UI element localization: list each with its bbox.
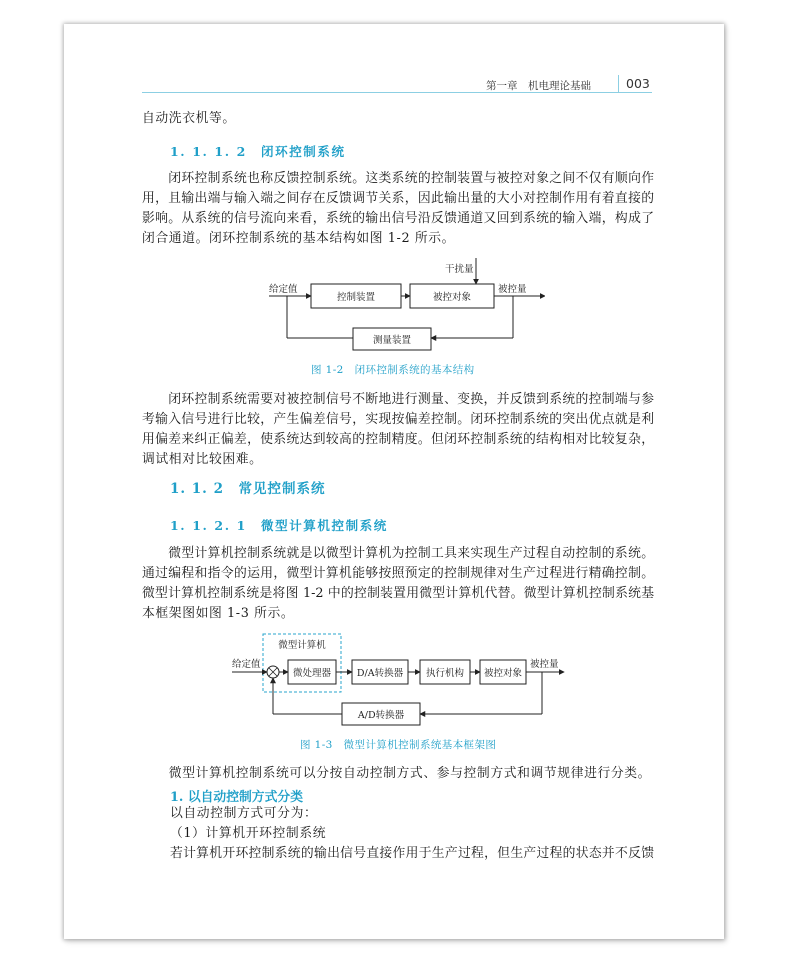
- paragraph-line: 用偏差来纠正偏差，使系统达到较高的控制精度。但闭环控制系统的结构相对比较复杂，: [142, 432, 654, 447]
- subsection-heading: 1. 以自动控制方式分类: [170, 790, 303, 805]
- paragraph-line: 调试相对比较困难。: [142, 452, 263, 467]
- fig3-input-label: 给定值: [232, 659, 261, 670]
- header-separator: [618, 75, 619, 92]
- paragraph-line: 闭环控制系统需要对被控制信号不断地进行测量、变换，并反馈到系统的控制端与参: [142, 392, 654, 407]
- paragraph-line: 微型计算机控制系统可以分按自动控制方式、参与控制方式和调节规律进行分类。: [142, 766, 652, 781]
- fig2-plant-label: 被控对象: [432, 292, 472, 303]
- paragraph-line: 本框架图如图 1-3 所示。: [142, 606, 295, 621]
- fig3-cpu-label: 微处理器: [292, 668, 332, 679]
- fig2-disturbance-label: 干扰量: [445, 264, 474, 275]
- figure-1-2-caption: 图 1-2 闭环控制系统的基本结构: [311, 364, 475, 376]
- paragraph-line: （1）计算机开环控制系统: [170, 826, 327, 841]
- fig2-sensor-label: 测量装置: [372, 335, 412, 346]
- paragraph-line: 影响。从系统的信号流向来看，系统的输出信号沿反馈通道又回到系统的输入端，构成了: [142, 211, 654, 226]
- section-heading-1-1-2-1: 1. 1. 2. 1 微型计算机控制系统: [170, 518, 388, 533]
- paragraph-line: 通过编程和指令的运用，微型计算机能够按照预定的控制规律对生产过程进行精确控制。: [142, 566, 654, 581]
- fig2-output-label: 被控量: [498, 284, 527, 295]
- paragraph-line: 以自动控制方式可分为：: [170, 806, 318, 821]
- paragraph-line: 若计算机开环控制系统的输出信号直接作用于生产过程，但生产过程的状态并不反馈: [170, 846, 654, 861]
- fig3-output-label: 被控量: [530, 659, 559, 670]
- paragraph-line: 闭合通道。闭环控制系统的基本结构如图 1-2 所示。: [142, 231, 456, 246]
- fig3-dac-label: D/A转换器: [356, 668, 404, 679]
- fig3-plant-label: 被控对象: [483, 668, 523, 679]
- text-line: 自动洗衣机等。: [142, 111, 236, 126]
- fig2-input-label: 给定值: [269, 284, 298, 295]
- paragraph-line: 考输入信号进行比较，产生偏差信号，实现按偏差控制。闭环控制系统的突出优点就是利: [142, 412, 654, 427]
- figure-1-3-caption: 图 1-3 微型计算机控制系统基本框架图: [300, 739, 497, 751]
- paragraph-line: 用，且输出端与输入端之间存在反馈调节关系，因此输出量的大小对控制作用有着直接的: [142, 191, 654, 206]
- paragraph-line: 微型计算机控制系统是将图 1-2 中的控制装置用微型计算机代替。微型计算机控制系统基: [142, 586, 654, 601]
- fig3-adc-label: A/D转换器: [357, 710, 405, 721]
- fig3-computer-label: 微型计算机: [278, 640, 326, 651]
- section-heading-1-1-2: 1. 1. 2 常见控制系统: [170, 481, 326, 497]
- chapter-title: 第一章 机电理论基础: [486, 80, 591, 92]
- paragraph-line: 闭环控制系统也称反馈控制系统。这类系统的控制装置与被控对象之间不仅有顺向作: [142, 171, 654, 186]
- page-number: 003: [626, 76, 650, 91]
- fig2-controller-label: 控制装置: [336, 292, 376, 303]
- book-page: [64, 24, 724, 939]
- paragraph-line: 微型计算机控制系统就是以微型计算机为控制工具来实现生产过程自动控制的系统。: [142, 546, 654, 561]
- figure-1-3-diagram: [230, 632, 566, 732]
- section-heading-1-1-1-2: 1. 1. 1. 2 闭环控制系统: [170, 144, 346, 159]
- fig3-actuator-label: 执行机构: [425, 668, 465, 679]
- figure-1-2-diagram: [255, 256, 545, 356]
